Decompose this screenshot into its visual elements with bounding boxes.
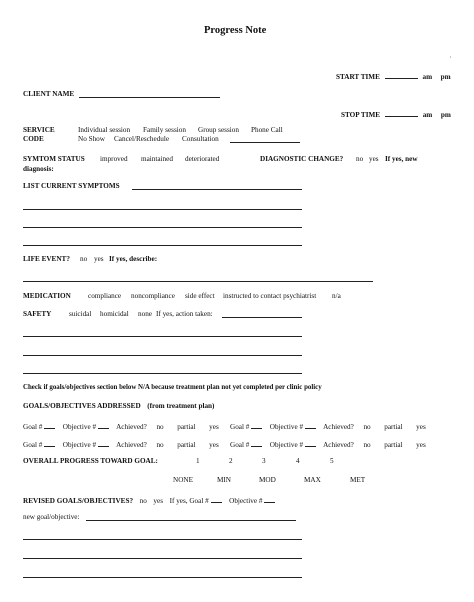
objective-number-field[interactable] (305, 439, 316, 447)
revised-goal-number-field[interactable] (211, 495, 222, 503)
goals-na-note: Check if goals/objectives section below N/A because treatment plan not yet completed per clinic policy (23, 384, 322, 391)
service-option-family[interactable]: Family session (143, 126, 186, 134)
objective-label: Objective # (62, 441, 97, 449)
achieved-label: Achieved? (323, 423, 354, 431)
achieved-option-no[interactable]: no (363, 423, 371, 431)
revised-objective-label: Objective # (229, 497, 263, 505)
symptom-status-label: SYMTOM STATUS (23, 155, 85, 163)
objective-label: Objective # (269, 441, 304, 449)
progress-number-4[interactable]: 4 (296, 457, 300, 465)
achieved-option-partial[interactable]: partial (384, 441, 403, 449)
symptoms-line-3[interactable] (23, 245, 302, 246)
revised-goal-prompt: If yes, Goal # (169, 497, 209, 505)
symptoms-line-1[interactable] (23, 209, 302, 210)
progress-scale-met: MET (350, 476, 366, 484)
achieved-option-partial[interactable]: partial (177, 441, 196, 449)
progress-scale-max: MAX (304, 476, 321, 484)
medication-option-na[interactable]: n/a (332, 292, 341, 300)
diagnostic-prompt: If yes, new (385, 155, 418, 163)
start-time-pm[interactable]: pm (440, 73, 451, 81)
revised-option-yes[interactable]: yes (153, 497, 164, 505)
diagnostic-option-yes[interactable]: yes (369, 155, 379, 163)
life-event-field[interactable] (23, 281, 373, 282)
new-goal-line-3[interactable] (23, 577, 302, 578)
objective-number-field[interactable] (98, 439, 109, 447)
objective-number-field[interactable] (98, 421, 109, 429)
start-time-label: START TIME (336, 73, 380, 81)
revised-objective-number-field[interactable] (264, 495, 275, 503)
service-option-no-show[interactable]: No Show (78, 135, 105, 143)
safety-option-homicidal[interactable]: homicidal (100, 310, 129, 318)
overall-progress-label: OVERALL PROGRESS TOWARD GOAL: (23, 457, 158, 465)
objective-label: Objective # (62, 423, 97, 431)
medication-option-noncompliance[interactable]: noncompliance (131, 292, 175, 300)
service-option-consultation[interactable]: Consultation (182, 135, 219, 143)
achieved-label: Achieved? (323, 441, 354, 449)
goal-number-field[interactable] (44, 421, 55, 429)
start-time-am[interactable]: am (422, 73, 433, 81)
life-event-option-yes[interactable]: yes (94, 255, 104, 263)
life-event-prompt: If yes, describe: (109, 255, 158, 263)
new-goal-line-1[interactable] (23, 539, 302, 540)
code-label: CODE (23, 135, 44, 143)
stray-mark: , (450, 54, 452, 59)
service-option-individual[interactable]: Individual session (78, 126, 131, 134)
objective-label: Objective # (269, 423, 304, 431)
achieved-label: Achieved? (116, 423, 147, 431)
safety-line-2[interactable] (23, 355, 302, 356)
goals-addressed-label (23, 403, 214, 410)
achieved-option-partial[interactable]: partial (177, 423, 196, 431)
progress-number-5[interactable]: 5 (330, 457, 334, 465)
goals-addressed-sub: (from treatment plan) (147, 402, 215, 410)
achieved-option-yes[interactable]: yes (416, 441, 426, 449)
safety-line-1[interactable] (23, 336, 302, 337)
symptom-option-maintained[interactable]: maintained (141, 155, 173, 163)
goal-number-field[interactable] (251, 421, 262, 429)
service-option-cancel[interactable]: Cancel/Reschedule (114, 135, 170, 143)
revised-goals-row (23, 495, 275, 505)
start-time-field[interactable] (385, 71, 418, 79)
safety-action-field[interactable] (222, 317, 302, 318)
service-other-field[interactable] (230, 142, 300, 143)
life-event-option-no[interactable]: no (80, 255, 88, 263)
safety-option-none[interactable]: none (138, 310, 152, 318)
goal-entry-1 (23, 421, 219, 431)
achieved-option-partial[interactable]: partial (384, 423, 403, 431)
achieved-label: Achieved? (116, 441, 147, 449)
progress-number-3[interactable]: 3 (262, 457, 266, 465)
service-label: SERVICE (23, 126, 55, 134)
service-option-phone[interactable]: Phone Call (251, 126, 283, 134)
safety-line-3[interactable] (23, 373, 302, 374)
safety-option-suicidal[interactable]: suicidal (69, 310, 92, 318)
achieved-option-yes[interactable]: yes (416, 423, 426, 431)
progress-number-2[interactable]: 2 (229, 457, 233, 465)
objective-number-field[interactable] (305, 421, 316, 429)
client-name-field[interactable] (79, 97, 220, 98)
medication-option-compliance[interactable]: compliance (88, 292, 122, 300)
stop-time-pm[interactable]: pm (440, 111, 451, 119)
medication-option-contact-psychiatrist[interactable]: instructed to contact psychiatrist (223, 292, 317, 300)
achieved-option-no[interactable]: no (156, 441, 164, 449)
start-time-row (336, 71, 451, 81)
progress-scale-mod: MOD (259, 476, 276, 484)
stop-time-row (341, 109, 451, 119)
new-goal-label: new goal/objective: (23, 513, 80, 521)
goals-addressed-title: GOALS/OBJECTIVES ADDRESSED (23, 402, 141, 410)
revised-option-no[interactable]: no (139, 497, 147, 505)
symptom-option-deteriorated[interactable]: deteriorated (185, 155, 220, 163)
stop-time-field[interactable] (385, 109, 418, 117)
life-event-label: LIFE EVENT? (23, 255, 70, 263)
goal-label: Goal # (23, 441, 43, 449)
client-name-label: CLIENT NAME (23, 90, 75, 98)
diagnostic-change-label: DIAGNOSTIC CHANGE? (260, 155, 344, 163)
progress-scale-none: NONE (173, 476, 193, 484)
goal-label: Goal # (230, 423, 250, 431)
diagnostic-option-no[interactable]: no (356, 155, 364, 163)
achieved-option-yes[interactable]: yes (209, 441, 219, 449)
stop-time-am[interactable]: am (422, 111, 433, 119)
page-title: Progress Note (204, 25, 267, 36)
goal-number-field[interactable] (251, 439, 262, 447)
goal-label: Goal # (230, 441, 250, 449)
symptom-option-improved[interactable]: improved (100, 155, 128, 163)
goal-entry-2 (230, 421, 426, 431)
list-symptoms-label: LIST CURRENT SYMPTOMS (23, 182, 120, 190)
medication-option-side-effect[interactable]: side effect (185, 292, 215, 300)
achieved-option-no[interactable]: no (156, 423, 164, 431)
progress-scale-min: MIN (217, 476, 231, 484)
safety-prompt: If yes, action taken: (156, 310, 213, 318)
revised-goals-label: REVISED GOALS/OBJECTIVES? (23, 497, 134, 505)
achieved-option-yes[interactable]: yes (209, 423, 219, 431)
progress-number-1[interactable]: 1 (196, 457, 200, 465)
new-goal-line-2[interactable] (23, 558, 302, 559)
safety-label: SAFETY (23, 310, 52, 318)
goal-entry-4 (230, 439, 426, 449)
symptoms-field[interactable] (132, 189, 302, 190)
goal-label: Goal # (23, 423, 43, 431)
service-option-group[interactable]: Group session (198, 126, 239, 134)
diagnosis-label: diagnosis: (23, 165, 54, 173)
stop-time-label: STOP TIME (341, 111, 381, 119)
new-goal-field[interactable] (86, 520, 296, 521)
goal-number-field[interactable] (44, 439, 55, 447)
achieved-option-no[interactable]: no (363, 441, 371, 449)
goal-entry-3 (23, 439, 219, 449)
symptoms-line-2[interactable] (23, 227, 302, 228)
medication-label: MEDICATION (23, 292, 71, 300)
